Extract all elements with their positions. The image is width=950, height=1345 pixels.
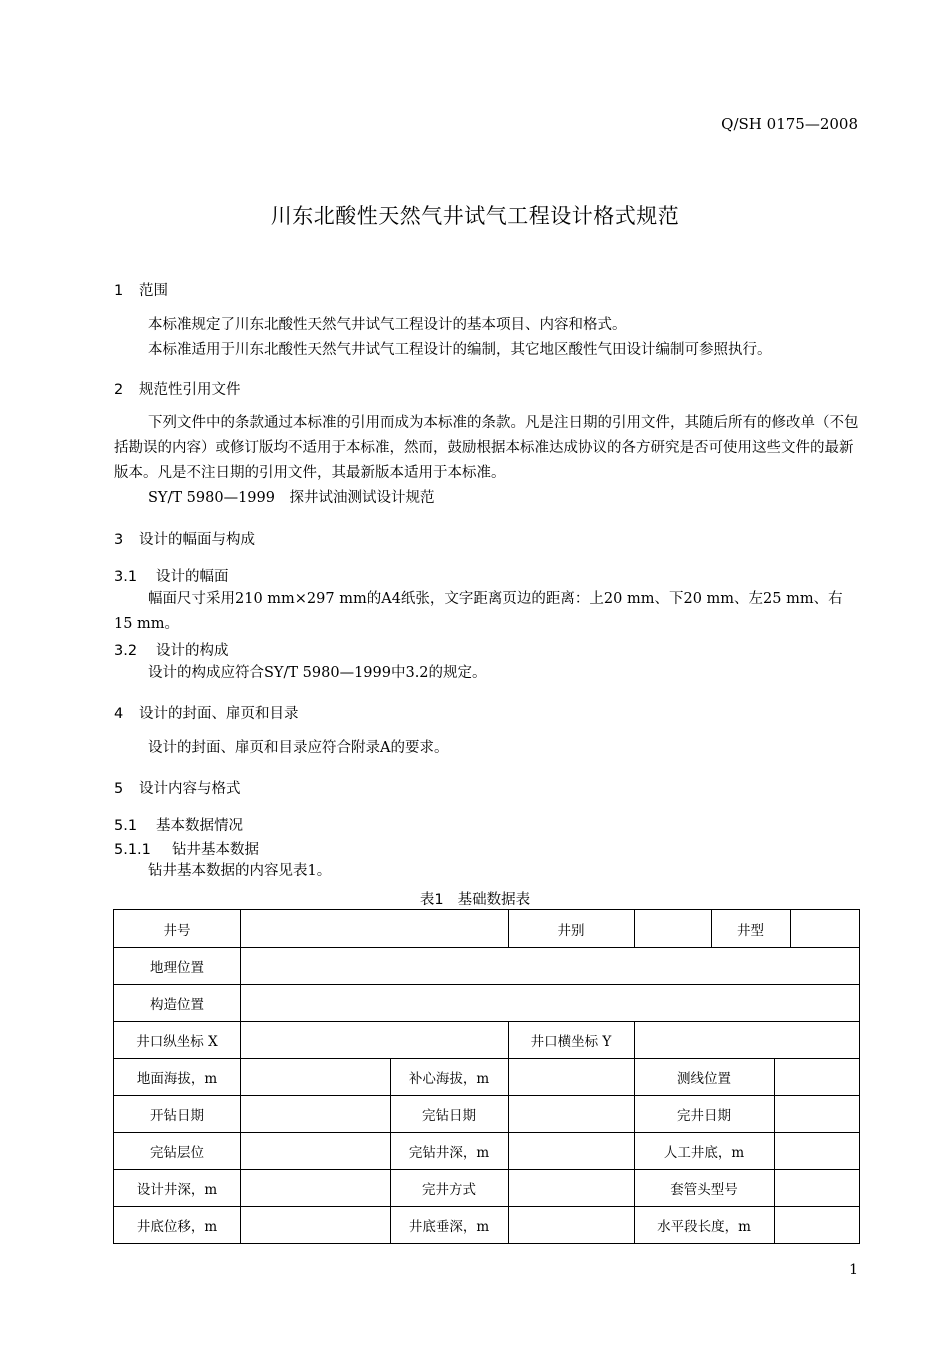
table-label-bottom-tvd: 井底垂深，m (408, 1218, 490, 1235)
section-1-para-1: 本标准规定了川东北酸性天然气井试气工程设计的基本项目、内容和格式。 (148, 317, 627, 333)
section-2-para-1: 下列文件中的条款通过本标准的引用而成为本标准的条款。凡是注日期的引用文件，其随后所有的修改单（不包括勘误的内容）或修订版均不适用于本标准，然而，鼓励根据本标准达成协议的各方研究是否可使用这些文件的最新版本。凡是不注日期的引用文件，其最新版本适用于本标准。 (114, 415, 859, 481)
table-label-well-no: 井号 (163, 922, 191, 939)
section-3-heading: 3 设计的幅面与构成 (114, 532, 255, 548)
section-3-1-para: 幅面尺寸采用210 mm×297 mm的A4纸张，文字距离页边的距离：上20 mm、下20 mm、左25 mm、右15 mm。 (114, 591, 843, 632)
table-label-kb-elevation: 补心海拔，m (408, 1070, 490, 1087)
page-number: 1 (849, 1262, 858, 1278)
table-label-td-depth: 完钻井深，m (408, 1144, 490, 1161)
table-label-casing-head-model: 套管头型号 (670, 1181, 738, 1198)
section-2-heading: 2 规范性引用文件 (114, 382, 241, 398)
table-label-wellhead-y: 井口横坐标 Y (530, 1033, 612, 1050)
table-label-structural-location: 构造位置 (150, 996, 204, 1013)
table-col-divider (508, 1058, 509, 1243)
section-3-2-para: 设计的构成应符合SY/T 5980—1999中3.2的规定。 (148, 665, 487, 681)
section-4-para: 设计的封面、扉页和目录应符合附录A的要求。 (148, 740, 449, 756)
table-label-td-formation: 完钻层位 (150, 1144, 204, 1161)
table-label-artificial-bottom: 人工井底，m (663, 1144, 745, 1161)
table-col-divider (240, 910, 241, 1243)
section-3-1-heading: 3.1 设计的幅面 (114, 569, 229, 585)
section-5-1-1-heading: 5.1.1 钻井基本数据 (114, 842, 259, 858)
section-5-heading: 5 设计内容与格式 (114, 781, 241, 797)
section-4-heading: 4 设计的封面、扉页和目录 (114, 706, 299, 722)
table-value-well-category (634, 910, 711, 947)
table-label-design-depth: 设计井深，m (136, 1181, 218, 1198)
basic-data-table (113, 909, 860, 1244)
section-5-1-heading: 5.1 基本数据情况 (114, 818, 243, 834)
table-value-well-type (790, 910, 859, 947)
table-label-survey-line: 测线位置 (677, 1070, 731, 1087)
section-1-heading: 1 范围 (114, 283, 168, 299)
table-label-wellhead-x: 井口纵坐标 X (136, 1033, 218, 1050)
table-value-well-no (240, 910, 508, 947)
table-label-completion-date: 完井日期 (677, 1107, 731, 1124)
section-3-2-heading: 3.2 设计的构成 (114, 643, 229, 659)
table-label-well-category: 井别 (557, 922, 585, 939)
section-5-1-1-para: 钻井基本数据的内容见表1。 (148, 863, 332, 879)
document-title: 川东北酸性天然气井试气工程设计格式规范 (270, 204, 680, 228)
section-1-para-2: 本标准适用于川东北酸性天然气井试气工程设计的编制，其它地区酸性气田设计编制可参照执行。 (148, 342, 772, 358)
standard-number: Q/SH 0175—2008 (721, 115, 858, 133)
table-label-well-type: 井型 (737, 922, 764, 939)
table-label-horizontal-length: 水平段长度，m (657, 1218, 751, 1235)
table-col-divider (634, 1021, 635, 1058)
table-label-drilling-complete-date: 完钻日期 (422, 1107, 476, 1124)
table-label-spud-date: 开钻日期 (150, 1107, 204, 1124)
table-label-ground-elevation: 地面海拔，m (136, 1070, 218, 1087)
section-2-reference: SY/T 5980—1999 探井试油测试设计规范 (148, 490, 435, 506)
table-label-geo-location: 地理位置 (150, 959, 204, 976)
table-caption: 表1 基础数据表 (419, 892, 531, 908)
table-col-divider (774, 1058, 775, 1243)
table-label-bottom-displacement: 井底位移，m (136, 1218, 218, 1235)
table-label-completion-method: 完井方式 (422, 1181, 476, 1198)
